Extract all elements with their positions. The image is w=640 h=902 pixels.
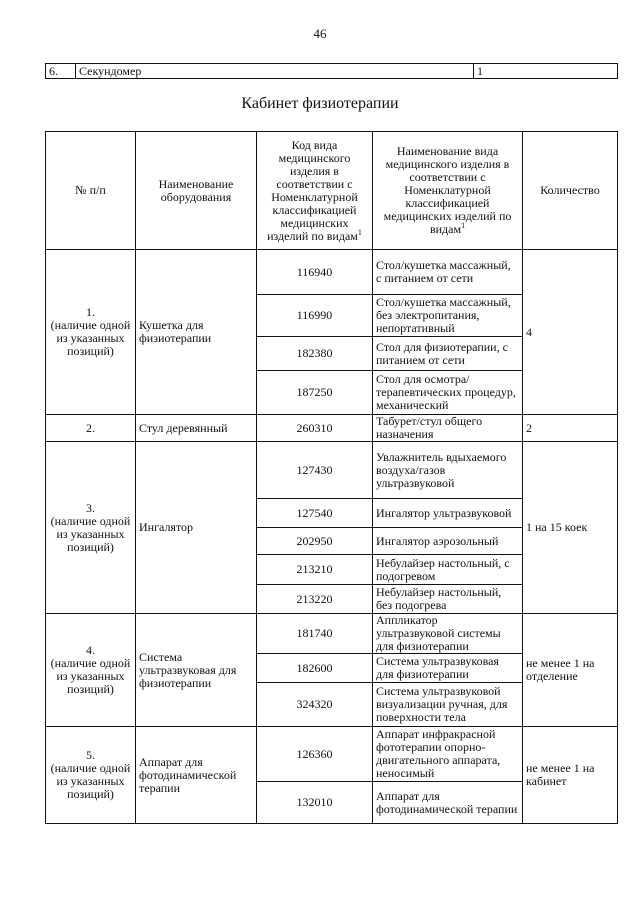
device-code: 182380	[257, 337, 373, 371]
device-kind-name: Аппарат для фотодинамической терапии	[373, 782, 523, 824]
table-row	[46, 415, 618, 442]
device-kind-name: Система ультразвуковая для физиотерапии	[373, 654, 523, 683]
device-kind-name: Стол для осмотра/терапевтических процедур, механический	[373, 371, 523, 415]
device-kind-name: Стол/кушетка массажный, с питанием от сети	[373, 250, 523, 295]
device-code: 116940	[257, 250, 373, 295]
table-row	[46, 250, 618, 295]
section-title: Кабинет физиотерапии	[241, 95, 399, 112]
device-kind-name: Ингалятор ультразвуковой	[373, 499, 523, 528]
device-code: 127430	[257, 442, 373, 499]
quantity: не менее 1 на отделение	[523, 614, 618, 727]
device-code: 181740	[257, 614, 373, 654]
quantity: 1 на 15 коек	[523, 442, 618, 614]
header-quantity: Количество	[523, 132, 618, 250]
device-code: 213220	[257, 585, 373, 614]
header-code: Код вида медицинского изделия в соответствии с Номенклатурной классификацией медицинских изделий по видам$^1$	[257, 132, 373, 250]
row-number: 5. (наличие одной из указанных позиций)	[46, 727, 136, 824]
device-kind-name: Стол/кушетка массажный, без электропитания, непортативный	[373, 295, 523, 337]
equipment-table	[45, 131, 618, 824]
device-kind-name: Ингалятор аэрозольный	[373, 528, 523, 555]
row-number: 1. (наличие одной из указанных позиций)	[46, 250, 136, 415]
quantity: не менее 1 на кабинет	[523, 727, 618, 824]
device-code: 132010	[257, 782, 373, 824]
row-number: 2.	[46, 415, 136, 442]
table-row	[46, 64, 618, 79]
table-row	[46, 614, 618, 654]
device-code: 127540	[257, 499, 373, 528]
header-kind: Наименование вида медицинского изделия в соответствии с Номенклатурной классификацией медицинских изделий по видам$^1$	[373, 132, 523, 250]
device-kind-name: Небулайзер настольный, с подогревом	[373, 555, 523, 585]
device-kind-name: Табурет/стул общего назначения	[373, 415, 523, 442]
device-code: 187250	[257, 371, 373, 415]
equipment-name: Ингалятор	[136, 442, 257, 614]
device-code: 182600	[257, 654, 373, 683]
device-code: 202950	[257, 528, 373, 555]
page-number: 46	[313, 26, 327, 41]
table-row	[46, 727, 618, 782]
equipment-name: Аппарат для фотодинамической терапии	[136, 727, 257, 824]
device-code: 126360	[257, 727, 373, 782]
previous-table-tail	[45, 63, 618, 79]
equipment-name: Система ультразвуковая для физиотерапии	[136, 614, 257, 727]
header-equipment: Наименование оборудования	[136, 132, 257, 250]
equipment-name: Секундомер	[76, 64, 474, 79]
device-kind-name: Аппарат инфракрасной фототерапии опорно-двигательного аппарата, неносимый	[373, 727, 523, 782]
quantity: 4	[523, 250, 618, 415]
device-code: 213210	[257, 555, 373, 585]
device-kind-name: Система ультразвуковой визуализации ручная, для поверхности тела	[373, 683, 523, 727]
row-number: 3. (наличие одной из указанных позиций)	[46, 442, 136, 614]
device-code: 324320	[257, 683, 373, 727]
quantity: 2	[523, 415, 618, 442]
table-header-row	[46, 132, 618, 250]
row-number: 6.	[46, 64, 76, 79]
row-number: 4. (наличие одной из указанных позиций)	[46, 614, 136, 727]
equipment-name: Кушетка для физиотерапии	[136, 250, 257, 415]
quantity: 1	[474, 64, 618, 79]
header-number: № п/п	[46, 132, 136, 250]
device-kind-name: Стол для физиотерапии, с питанием от сети	[373, 337, 523, 371]
equipment-name: Стул деревянный	[136, 415, 257, 442]
device-code: 116990	[257, 295, 373, 337]
device-kind-name: Аппликатор ультразвуковой системы для физиотерапии	[373, 614, 523, 654]
device-code: 260310	[257, 415, 373, 442]
device-kind-name: Увлажнитель вдыхаемого воздуха/газов ультразвуковой	[373, 442, 523, 499]
device-kind-name: Небулайзер настольный, без подогрева	[373, 585, 523, 614]
table-row	[46, 442, 618, 499]
